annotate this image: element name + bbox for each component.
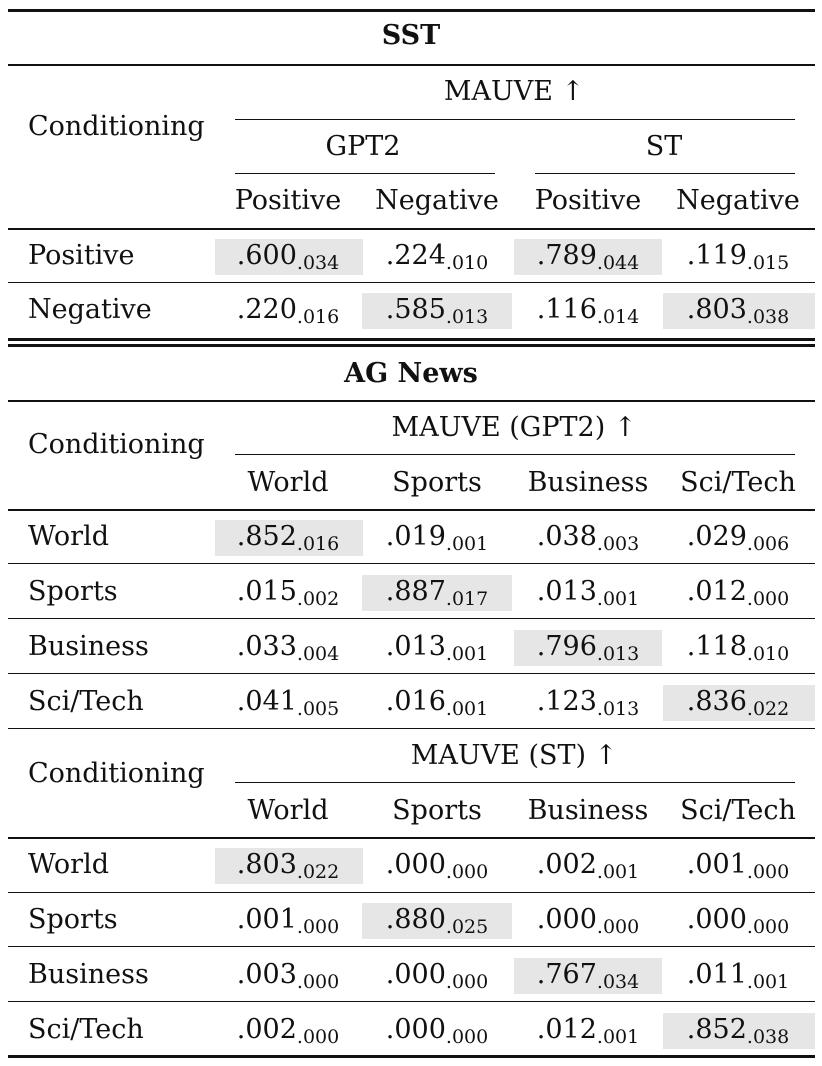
double-rule	[8, 344, 815, 347]
cell-stderr: .017	[445, 588, 489, 610]
table-cell	[687, 1016, 789, 1047]
table-cell	[537, 961, 639, 992]
sst-col-header: Positive	[234, 185, 342, 216]
table-cell	[537, 242, 639, 273]
cell-stderr: .003	[596, 533, 640, 555]
rule	[8, 673, 815, 674]
cell-value: .220	[236, 294, 297, 325]
cell-value: .585	[385, 294, 446, 325]
cell-stderr: .038	[746, 1026, 790, 1048]
ag-st-metric-header: MAUVE (ST) ↑	[410, 740, 618, 771]
cell-value: .880	[385, 904, 446, 935]
cell-stderr: .001	[596, 588, 640, 610]
cell-stderr: .000	[445, 861, 489, 883]
table-cell	[386, 961, 488, 992]
cell-value: .016	[385, 686, 446, 717]
table-cell	[537, 906, 639, 937]
cell-value: .029	[686, 521, 747, 552]
cell-value: .116	[536, 294, 597, 325]
sst-group-st: ST	[645, 131, 683, 162]
ag-title: AG News	[344, 358, 478, 389]
table-cell	[386, 242, 488, 273]
row-label: World	[28, 849, 109, 880]
table-cell	[237, 688, 339, 719]
cell-stderr: .015	[746, 252, 790, 274]
cell-value: .767	[536, 959, 597, 990]
ag-gpt2-col-header: Sports	[392, 467, 482, 498]
table-cell	[386, 1016, 488, 1047]
cell-stderr: .038	[746, 306, 790, 328]
cell-value: .001	[686, 849, 747, 880]
row-label: World	[28, 521, 109, 552]
cell-value: .123	[536, 686, 597, 717]
table-cell	[687, 242, 789, 273]
sst-col-header: Positive	[534, 185, 642, 216]
cell-value: .118	[686, 631, 747, 662]
cell-stderr: .013	[596, 643, 640, 665]
rule	[8, 64, 815, 66]
table-cell	[687, 851, 789, 882]
cell-value: .789	[536, 240, 597, 271]
rule	[8, 837, 815, 839]
rule	[235, 119, 795, 120]
ag-st-col-header: Business	[527, 795, 649, 826]
cell-stderr: .001	[445, 643, 489, 665]
cell-value: .011	[686, 959, 747, 990]
ag-gpt2-col-header: World	[247, 467, 329, 498]
table-cell	[537, 523, 639, 554]
cell-stderr: .000	[296, 971, 340, 993]
table-cell	[386, 296, 488, 327]
cell-value: .002	[536, 849, 597, 880]
cell-stderr: .002	[296, 588, 340, 610]
table-cell	[237, 633, 339, 664]
ag-st-conditioning-header: Conditioning	[28, 758, 205, 789]
table-cell	[386, 688, 488, 719]
table-cell	[237, 1016, 339, 1047]
cell-value: .002	[236, 1014, 297, 1045]
table-cell	[237, 906, 339, 937]
table-cell	[237, 296, 339, 327]
table-cell	[386, 633, 488, 664]
cell-value: .019	[385, 521, 446, 552]
ag-gpt2-metric-header: MAUVE (GPT2) ↑	[391, 412, 637, 443]
cell-stderr: .000	[296, 916, 340, 938]
ag-gpt2-col-header: Business	[527, 467, 649, 498]
cell-value: .600	[236, 240, 297, 271]
ag-gpt2-conditioning-header: Conditioning	[28, 429, 205, 460]
cell-stderr: .000	[445, 971, 489, 993]
cell-value: .013	[385, 631, 446, 662]
rule	[8, 228, 815, 230]
rule	[235, 173, 495, 174]
rule	[8, 282, 815, 283]
table-cell	[687, 906, 789, 937]
row-label: Negative	[28, 294, 152, 325]
cell-value: .000	[536, 904, 597, 935]
cell-stderr: .014	[596, 306, 640, 328]
cell-stderr: .034	[296, 252, 340, 274]
rule	[235, 782, 795, 783]
cell-stderr: .044	[596, 252, 640, 274]
table-cell	[386, 578, 488, 609]
rule	[8, 509, 815, 511]
table-cell	[237, 961, 339, 992]
cell-stderr: .010	[445, 252, 489, 274]
cell-stderr: .001	[596, 861, 640, 883]
cell-stderr: .034	[596, 971, 640, 993]
row-label: Business	[28, 959, 149, 990]
row-label: Sci/Tech	[28, 686, 144, 717]
cell-stderr: .013	[445, 306, 489, 328]
cell-value: .887	[385, 576, 446, 607]
cell-stderr: .001	[445, 533, 489, 555]
cell-stderr: .005	[296, 698, 340, 720]
cell-value: .119	[686, 240, 747, 271]
cell-value: .041	[236, 686, 297, 717]
cell-value: .012	[686, 576, 747, 607]
rule	[235, 454, 795, 455]
table-cell	[687, 578, 789, 609]
ag-gpt2-col-header: Sci/Tech	[680, 467, 796, 498]
table-cell	[386, 523, 488, 554]
cell-stderr: .000	[746, 861, 790, 883]
cell-value: .000	[385, 1014, 446, 1045]
cell-value: .033	[236, 631, 297, 662]
cell-value: .013	[536, 576, 597, 607]
cell-value: .000	[385, 959, 446, 990]
cell-stderr: .001	[445, 698, 489, 720]
row-label: Business	[28, 631, 149, 662]
rule	[535, 173, 795, 174]
sst-metric-header: MAUVE ↑	[443, 76, 585, 107]
cell-stderr: .016	[296, 306, 340, 328]
cell-value: .038	[536, 521, 597, 552]
double-rule	[8, 338, 815, 341]
cell-stderr: .000	[746, 588, 790, 610]
cell-value: .000	[686, 904, 747, 935]
table-cell	[386, 851, 488, 882]
cell-value: .012	[536, 1014, 597, 1045]
table-cell	[237, 523, 339, 554]
table-cell	[537, 633, 639, 664]
table-cell	[687, 688, 789, 719]
ag-st-col-header: Sci/Tech	[680, 795, 796, 826]
cell-stderr: .001	[596, 1026, 640, 1048]
table-cell	[237, 242, 339, 273]
row-label: Positive	[28, 240, 135, 271]
table-cell	[537, 578, 639, 609]
table-cell	[687, 296, 789, 327]
bottom-rule	[8, 1055, 815, 1058]
cell-value: .852	[236, 521, 297, 552]
cell-value: .796	[536, 631, 597, 662]
cell-stderr: .004	[296, 643, 340, 665]
sst-group-gpt2: GPT2	[325, 131, 401, 162]
table-cell	[537, 1016, 639, 1047]
rule	[8, 728, 815, 729]
table-cell	[537, 296, 639, 327]
ag-st-col-header: World	[247, 795, 329, 826]
sst-title: SST	[381, 20, 441, 51]
rule	[8, 892, 815, 893]
cell-value: .015	[236, 576, 297, 607]
cell-stderr: .001	[746, 971, 790, 993]
cell-stderr: .025	[445, 916, 489, 938]
cell-stderr: .000	[596, 916, 640, 938]
rule	[8, 946, 815, 947]
sst-col-header: Negative	[375, 185, 499, 216]
cell-value: .852	[686, 1014, 747, 1045]
ag-st-col-header: Sports	[392, 795, 482, 826]
rule	[8, 563, 815, 564]
cell-value: .003	[236, 959, 297, 990]
cell-value: .001	[236, 904, 297, 935]
sst-conditioning-header: Conditioning	[28, 111, 205, 142]
sst-col-header: Negative	[676, 185, 800, 216]
cell-stderr: .000	[296, 1026, 340, 1048]
table-cell	[537, 851, 639, 882]
row-label: Sports	[28, 904, 118, 935]
cell-value: .803	[236, 849, 297, 880]
row-label: Sci/Tech	[28, 1014, 144, 1045]
table-cell	[237, 578, 339, 609]
cell-stderr: .000	[746, 916, 790, 938]
top-rule	[8, 9, 815, 12]
cell-stderr: .022	[746, 698, 790, 720]
cell-stderr: .000	[445, 1026, 489, 1048]
cell-stderr: .016	[296, 533, 340, 555]
table-cell	[386, 906, 488, 937]
cell-stderr: .006	[746, 533, 790, 555]
table-cell	[687, 633, 789, 664]
cell-stderr: .013	[596, 698, 640, 720]
table-cell	[237, 851, 339, 882]
cell-value: .803	[686, 294, 747, 325]
rule	[8, 400, 815, 402]
rule	[8, 1001, 815, 1002]
table-cell	[687, 523, 789, 554]
row-label: Sports	[28, 576, 118, 607]
cell-value: .836	[686, 686, 747, 717]
rule	[8, 618, 815, 619]
cell-stderr: .010	[746, 643, 790, 665]
cell-value: .224	[385, 240, 446, 271]
table-cell	[687, 961, 789, 992]
cell-stderr: .022	[296, 861, 340, 883]
table-cell	[537, 688, 639, 719]
cell-value: .000	[385, 849, 446, 880]
